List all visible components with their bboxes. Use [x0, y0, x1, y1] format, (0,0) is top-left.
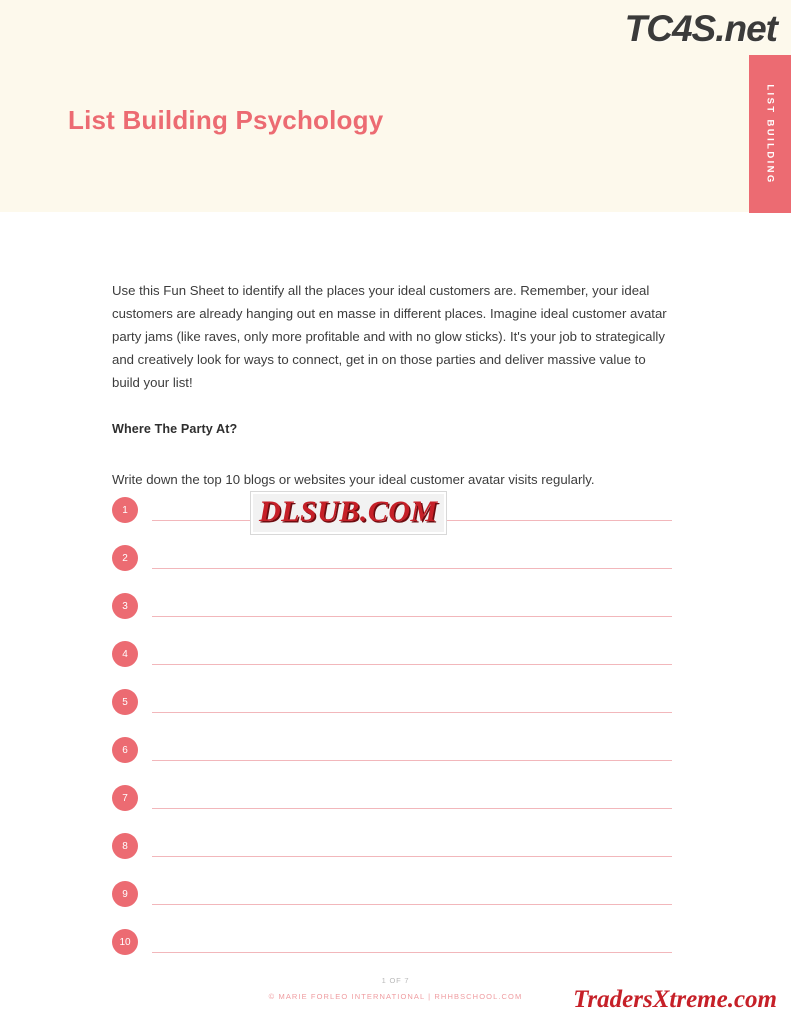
list-item-number: 4 [112, 641, 138, 667]
page-title: List Building Psychology [68, 105, 384, 136]
answer-line[interactable] [152, 904, 672, 905]
list-item-number: 10 [112, 929, 138, 955]
list-item-number: 6 [112, 737, 138, 763]
answer-line[interactable] [152, 808, 672, 809]
watermark-bottom-right: TradersXtreme.com [573, 986, 777, 1013]
answer-line[interactable] [152, 664, 672, 665]
numbered-answer-list [112, 497, 672, 977]
intro-paragraph: Use this Fun Sheet to identify all the places your ideal customers are. Remember, your ideal customers are already hanging out en masse in different places. Imagine ideal customer avatar party jams (like raves, only more profitable and with no glow sticks). It's your job to strategically and creatively look for ways to connect, get in on those parties and deliver massive value to build your list! [112, 283, 667, 391]
answer-line[interactable] [152, 568, 672, 569]
list-item-number: 5 [112, 689, 138, 715]
list-item-number: 2 [112, 545, 138, 571]
list-item[interactable] [112, 929, 672, 977]
answer-line[interactable] [152, 952, 672, 953]
footer-copyright: © MARIE FORLEO INTERNATIONAL | RHHBSCHOOL.COM [268, 992, 523, 1001]
answer-line[interactable] [152, 616, 672, 617]
list-item[interactable] [112, 785, 672, 833]
answer-line[interactable] [152, 760, 672, 761]
footer-page-indicator: 1 OF 7 [381, 976, 410, 985]
list-item[interactable] [112, 593, 672, 641]
list-item[interactable] [112, 641, 672, 689]
watermark-top-right: TC4S.net [624, 8, 777, 49]
list-item-number: 8 [112, 833, 138, 859]
list-item[interactable] [112, 545, 672, 593]
answer-line[interactable] [152, 856, 672, 857]
list-item[interactable] [112, 689, 672, 737]
list-item-number: 7 [112, 785, 138, 811]
list-item-number: 3 [112, 593, 138, 619]
list-item-number: 1 [112, 497, 138, 523]
section-tab-label: LIST BUILDING [764, 83, 776, 185]
list-item[interactable] [112, 737, 672, 785]
watermark-center: DLSUB.COM [251, 492, 446, 534]
answer-line[interactable] [152, 712, 672, 713]
list-item-number: 9 [112, 881, 138, 907]
list-item[interactable] [112, 833, 672, 881]
section-subheading: Where The Party At? [112, 421, 238, 436]
section-tab [749, 55, 791, 213]
instruction-text: Write down the top 10 blogs or websites your ideal customer avatar visits regularly. [112, 472, 595, 488]
list-item[interactable] [112, 881, 672, 929]
